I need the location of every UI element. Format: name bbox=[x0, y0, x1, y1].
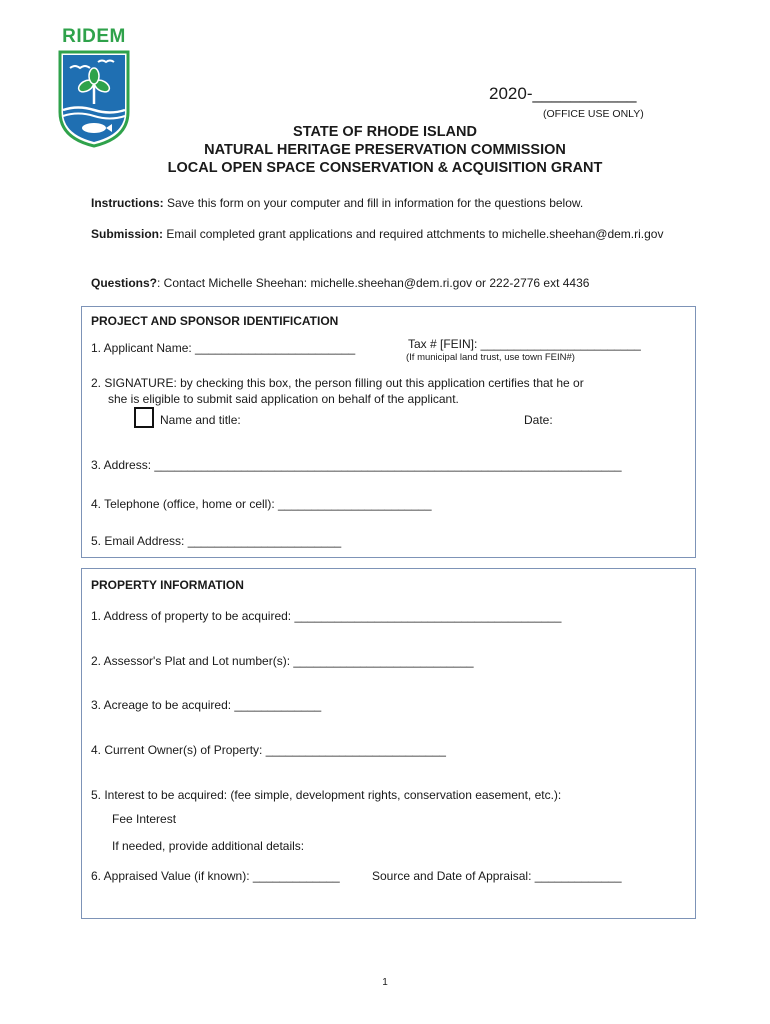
address-field[interactable]: 3. Address: ______________________________________________________________________ bbox=[91, 458, 622, 472]
appraisal-source-date-field[interactable]: Source and Date of Appraisal: _____________ bbox=[372, 869, 622, 883]
submission-text: Email completed grant applications and required attchments to michelle.sheehan@dem.ri.gov bbox=[163, 227, 664, 241]
property-section-title: PROPERTY INFORMATION bbox=[91, 578, 244, 592]
office-number[interactable]: 2020-___________ bbox=[489, 84, 637, 103]
interest-value[interactable]: Fee Interest bbox=[112, 812, 177, 826]
additional-details-field[interactable]: If needed, provide additional details: bbox=[112, 839, 305, 853]
questions-paragraph bbox=[91, 276, 589, 290]
project-section-title: PROJECT AND SPONSOR IDENTIFICATION bbox=[91, 314, 339, 328]
interest-label: 5. Interest to be acquired: (fee simple, development rights, conservation easement, etc.): bbox=[91, 788, 562, 802]
instructions-text: Save this form on your computer and fill in information for the questions below. bbox=[163, 196, 584, 210]
office-use-label: (OFFICE USE ONLY) bbox=[543, 108, 644, 120]
acreage-field[interactable]: 3. Acreage to be acquired: _____________ bbox=[91, 698, 322, 712]
questions-text: : Contact Michelle Sheehan: michelle.sheehan@dem.ri.gov or 222-2776 ext 4436 bbox=[157, 276, 590, 290]
signature-text-line2: she is eligible to submit said application on behalf of the applicant. bbox=[108, 392, 459, 406]
header-line-grant: LOCAL OPEN SPACE CONSERVATION & ACQUISITION GRANT bbox=[167, 160, 603, 176]
telephone-field[interactable]: 4. Telephone (office, home or cell): _______________________ bbox=[91, 497, 432, 511]
tax-fein-field[interactable]: Tax # [FEIN]: ________________________ bbox=[408, 337, 641, 351]
name-title-field[interactable]: Name and title: bbox=[160, 413, 241, 427]
signature-date-field[interactable]: Date: bbox=[524, 413, 553, 427]
header-line-state: STATE OF RHODE ISLAND bbox=[293, 124, 477, 140]
property-address-field[interactable]: 1. Address of property to be acquired: ________________________________________ bbox=[91, 609, 562, 623]
submission-paragraph bbox=[91, 227, 663, 241]
current-owner-field[interactable]: 4. Current Owner(s) of Property: ___________________________ bbox=[91, 743, 446, 757]
plat-lot-field[interactable]: 2. Assessor's Plat and Lot number(s): ___________________________ bbox=[91, 654, 474, 668]
email-field[interactable]: 5. Email Address: _______________________ bbox=[91, 534, 342, 548]
questions-label: Questions? bbox=[91, 276, 158, 290]
signature-checkbox[interactable] bbox=[134, 407, 154, 428]
tax-fein-note: (If municipal land trust, use town FEIN#) bbox=[406, 352, 575, 363]
instructions-paragraph bbox=[91, 196, 583, 210]
page-number: 1 bbox=[382, 977, 388, 988]
appraised-value-field[interactable]: 6. Appraised Value (if known): _____________ bbox=[91, 869, 340, 883]
applicant-name-field[interactable]: 1. Applicant Name: ________________________ bbox=[91, 341, 356, 355]
signature-text-line1: 2. SIGNATURE: by checking this box, the person filling out this application certifies that he or bbox=[91, 376, 584, 390]
logo-text: RIDEM bbox=[62, 26, 126, 47]
instructions-label: Instructions: bbox=[91, 196, 164, 210]
submission-label: Submission: bbox=[91, 227, 164, 241]
header-line-commission: NATURAL HERITAGE PRESERVATION COMMISSION bbox=[204, 142, 566, 158]
